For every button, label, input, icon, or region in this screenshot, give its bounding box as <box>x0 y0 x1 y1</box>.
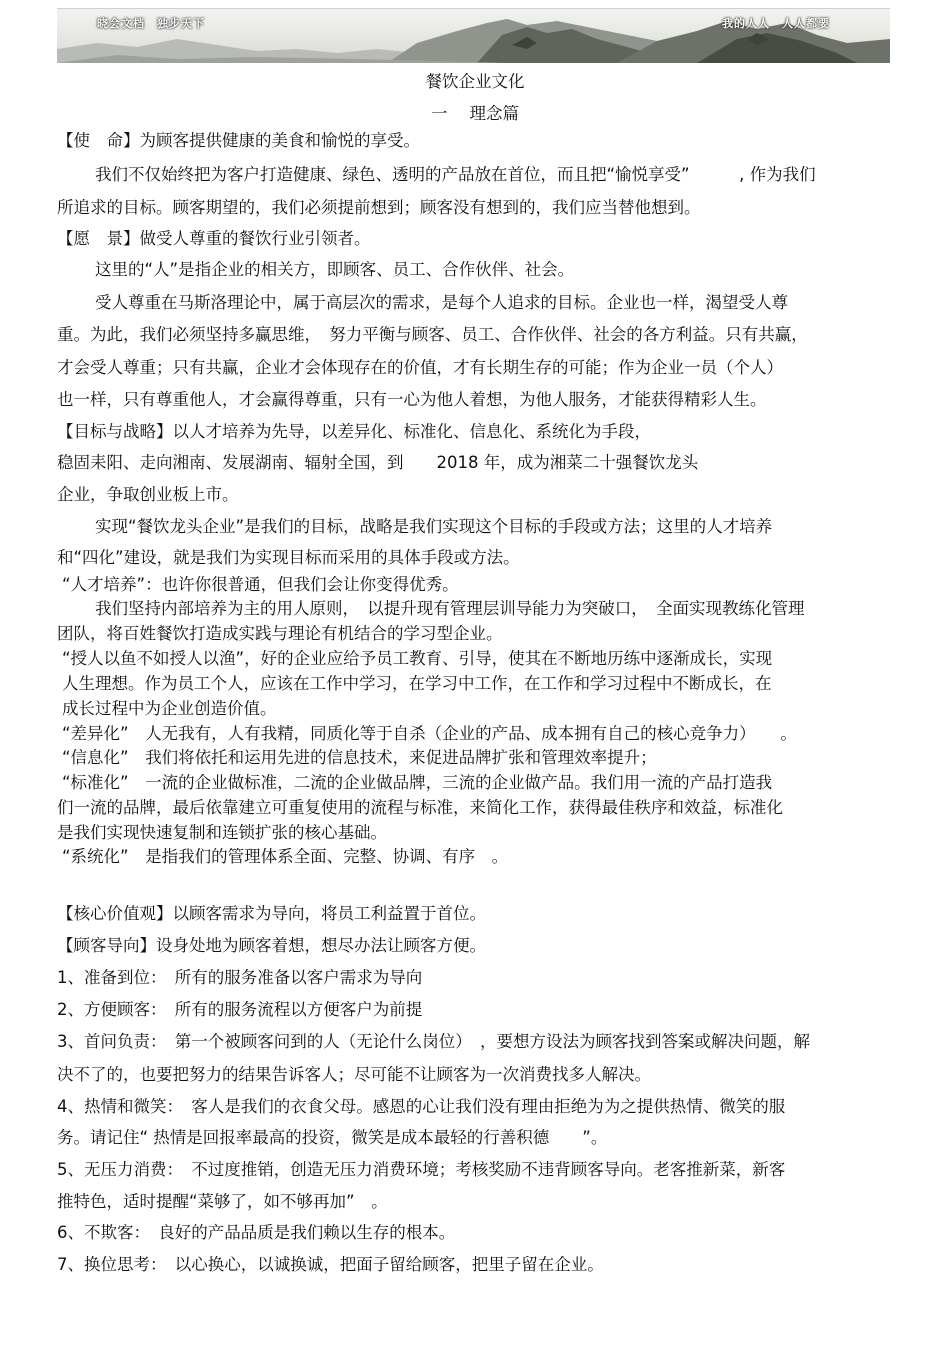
list-item: 1、准备到位： 所有的服务准备以客户需求为导向 <box>57 968 423 987</box>
list-item: 推特色，适时提醒“菜够了，如不够再加” 。 <box>57 1192 388 1211</box>
section-number: 一 <box>431 104 448 123</box>
text-line: 人生理想。作为员工个人，应该在工作中学习，在学习中工作，在工作和学习过程中不断成长，在 <box>62 674 772 693</box>
banner-left-text: 晓会文档 独步天下 <box>97 17 205 30</box>
text-line: 【目标与战略】以人才培养为先导，以差异化、标准化、信息化、系统化为手段， <box>57 422 651 441</box>
section-heading <box>0 100 950 124</box>
text-line: “差异化” 人无我有，人有我精，同质化等于自杀（企业的产品、成本拥有自己的核心竞争力） 。 <box>62 724 797 743</box>
banner-right-text: 我的人人 人人都要 <box>722 17 830 30</box>
text-line: 实现“餐饮龙头企业”是我们的目标，战略是我们实现这个目标的手段或方法；这里的人才培养 <box>95 517 773 536</box>
text-line: 团队，将百姓餐饮打造成实践与理论有机结合的学习型企业。 <box>57 624 503 643</box>
list-item: 3、首问负责： 第一个被顾客问到的人（无论什么岗位） ，要想方设法为顾客找到答案或解决问题，解 <box>57 1032 810 1051</box>
list-item: 2、方便顾客： 所有的服务流程以方便客户为前提 <box>57 1000 423 1019</box>
text-line: 稳固耒阳、走向湘南、发展湖南、辐射全国，到 2018 年，成为湘菜二十强餐饮龙头 <box>57 453 699 472</box>
text-line: “授人以鱼不如授人以渔”，好的企业应给予员工教育、引导，使其在不断地历练中逐渐成长，实现 <box>62 649 773 668</box>
section-title: 理念篇 <box>469 104 519 123</box>
text-line: 【核心价值观】以顾客需求为导向，将员工利益置于首位。 <box>57 904 486 923</box>
text-line: “标准化” 一流的企业做标准，二流的企业做品牌，三流的企业做产品。我们用一流的产品打造我 <box>62 773 773 792</box>
text-line: 们一流的品牌，最后依靠建立可重复使用的流程与标准，来简化工作，获得最佳秩序和效益，标准化 <box>57 798 783 817</box>
text-line: 重。为此，我们必须坚持多赢思维， 努力平衡与顾客、员工、合作伙伴、社会的各方利益。只有共赢， <box>57 325 808 344</box>
list-item: 6、不欺客： 良好的产品品质是我们赖以生存的根本。 <box>57 1223 456 1242</box>
text-line: 【使 命】为顾客提供健康的美食和愉悦的享受。 <box>57 131 420 150</box>
text-line: 【顾客导向】设身处地为顾客着想，想尽办法让顾客方便。 <box>57 936 486 955</box>
text-line: 才会受人尊重；只有共赢，企业才会体现存在的价值，才有长期生存的可能；作为企业一员（个人） <box>57 358 783 377</box>
text-line: “系统化” 是指我们的管理体系全面、完整、协调、有序 。 <box>62 847 509 866</box>
text-line: 和“四化”建设，就是我们为实现目标而采用的具体手段或方法。 <box>57 548 520 567</box>
text-line: 这里的“人”是指企业的相关方，即顾客、员工、合作伙伴、社会。 <box>95 260 575 279</box>
document-title: 餐饮企业文化 <box>425 72 525 91</box>
list-item: 决不了的，也要把努力的结果告诉客人；尽可能不让顾客为一次消费找多人解决。 <box>57 1065 651 1084</box>
text-line: “信息化” 我们将依托和运用先进的信息技术，来促进品牌扩张和管理效率提升； <box>62 748 657 767</box>
list-item: 5、无压力消费： 不过度推销，创造无压力消费环境；考核奖励不违背顾客导向。老客推新菜，新客 <box>57 1160 786 1179</box>
text-line: 我们坚持内部培养为主的用人原则， 以提升现有管理层训导能力为突破口， 全面实现教练化管理 <box>95 599 805 618</box>
list-item: 4、热情和微笑： 客人是我们的衣食父母。感恩的心让我们没有理由拒绝为为之提供热情、微笑的服 <box>57 1097 786 1116</box>
text-line: 受人尊重在马斯洛理论中，属于高层次的需求，是每个人追求的目标。企业也一样，渴望受人尊 <box>95 293 788 312</box>
list-item: 7、换位思考： 以心换心，以诚换诚，把面子留给顾客，把里子留在企业。 <box>57 1255 604 1274</box>
text-line: 成长过程中为企业创造价值。 <box>62 699 277 718</box>
text-line: 我们不仅始终把为客户打造健康、绿色、透明的产品放在首位，而且把“愉悦享受” , 作为我们 <box>95 165 816 184</box>
text-line: 所追求的目标。顾客期望的，我们必须提前想到；顾客没有想到的，我们应当替他想到。 <box>57 198 701 217</box>
text-line: “人才培养”：也许你很普通，但我们会让你变得优秀。 <box>62 575 459 594</box>
header-banner <box>57 8 890 63</box>
text-line: 企业，争取创业板上市。 <box>57 485 239 504</box>
text-line: 也一样，只有尊重他人，才会赢得尊重，只有一心为他人着想，为他人服务，才能获得精彩人生。 <box>57 390 767 409</box>
list-item: 务。请记住“ 热情是回报率最高的投资，微笑是成本最轻的行善积德 ”。 <box>57 1128 608 1147</box>
text-line: 是我们实现快速复制和连锁扩张的核心基础。 <box>57 823 387 842</box>
text-line: 【愿 景】做受人尊重的餐饮行业引领者。 <box>57 229 371 248</box>
